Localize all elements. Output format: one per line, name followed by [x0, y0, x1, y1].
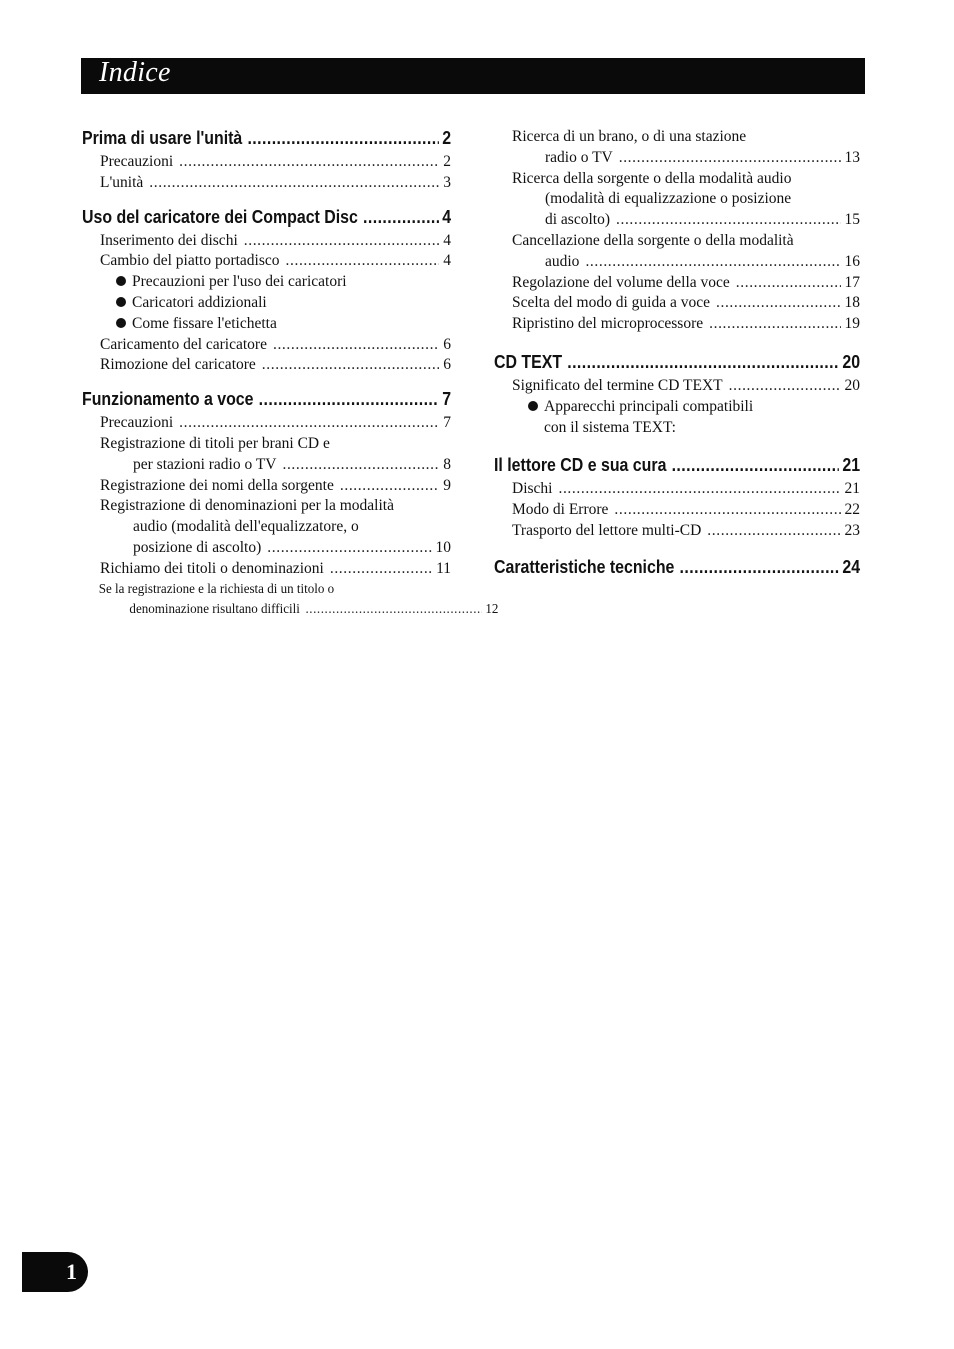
- entry-page: 15: [844, 211, 860, 229]
- toc-entry[interactable]: [82, 413, 451, 434]
- entry-text: radio o TV: [545, 148, 613, 166]
- section-page: 24: [842, 555, 861, 577]
- entry-page: 4: [443, 231, 451, 249]
- bullet-icon: [116, 276, 126, 286]
- section-title: Uso del caricatore dei Compact Disc: [82, 205, 358, 227]
- entry-text: Rimozione del caricatore: [100, 356, 256, 374]
- leader-dots: [262, 355, 439, 376]
- entry-text: Precauzioni: [100, 153, 174, 170]
- section-title: CD TEXT: [494, 350, 563, 372]
- section-page: 4: [442, 205, 452, 227]
- entry-text: Ricerca della sorgente o della modalità audio: [512, 169, 792, 187]
- leader-dots: [558, 479, 840, 500]
- entry-text: per stazioni radio o TV: [133, 455, 277, 473]
- leader-dots: [736, 273, 841, 294]
- entry-page: 10: [435, 538, 451, 556]
- entry-text: L'unità: [100, 173, 144, 191]
- leader-dots: [305, 600, 481, 621]
- toc-entry[interactable]: [82, 600, 498, 621]
- toc-entry-line: [494, 127, 860, 148]
- leader-dots: [340, 476, 439, 497]
- toc-section: [494, 350, 860, 438]
- entry-text: Registrazione di titoli per brani CD e: [100, 434, 330, 452]
- toc-bullet-item: [82, 314, 451, 335]
- section-title: Funzionamento a voce: [82, 388, 254, 410]
- section-page: 2: [442, 127, 452, 148]
- leader-dots: [179, 152, 439, 173]
- leader-dots: [619, 148, 841, 169]
- leader-dots: [567, 350, 839, 374]
- section-page: 21: [842, 454, 861, 476]
- entry-page: 8: [443, 455, 451, 473]
- leader-dots: [267, 538, 431, 559]
- toc-section: [82, 387, 499, 621]
- toc-section: [82, 126, 451, 194]
- bullet-text: con il sistema TEXT:: [544, 418, 676, 436]
- toc-entry[interactable]: [82, 455, 451, 476]
- toc-entry[interactable]: [494, 252, 860, 273]
- leader-dots: [707, 521, 840, 542]
- toc-entry[interactable]: [494, 293, 860, 314]
- entry-text: Inserimento dei dischi: [100, 231, 238, 249]
- leader-dots: [616, 210, 841, 231]
- toc-entry-line: [82, 580, 468, 601]
- toc-entry[interactable]: [494, 500, 860, 521]
- toc-entry-line: [494, 169, 860, 190]
- page-number-tab: [22, 1252, 88, 1292]
- entry-text: Registrazione dei nomi della sorgente: [100, 476, 334, 494]
- bullet-text: Come fissare l'etichetta: [132, 314, 277, 332]
- entry-page: 11: [436, 559, 451, 577]
- bullet-text: Precauzioni per l'uso dei caricatori: [132, 273, 347, 291]
- leader-dots: [179, 413, 439, 434]
- toc-bullet-item: [494, 418, 860, 439]
- leader-dots: [286, 251, 440, 272]
- toc-entry[interactable]: [494, 273, 860, 294]
- toc-entry[interactable]: [494, 148, 860, 169]
- entry-page: 6: [443, 356, 451, 374]
- section-page: 20: [842, 350, 861, 372]
- leader-dots: [244, 231, 440, 252]
- toc-section-heading[interactable]: [82, 205, 451, 231]
- toc-entry[interactable]: [494, 479, 860, 500]
- leader-dots: [585, 252, 840, 273]
- entry-page: 18: [844, 294, 860, 312]
- entry-text: Regolazione del volume della voce: [512, 273, 730, 291]
- bullet-text: Apparecchi principali compatibili: [544, 397, 754, 415]
- page-title: Indice: [99, 57, 171, 88]
- leader-dots: [680, 555, 839, 579]
- title-bar: [81, 58, 865, 94]
- toc-entry[interactable]: [82, 152, 451, 173]
- leader-dots: [716, 293, 841, 314]
- leader-dots: [282, 455, 439, 476]
- entry-text: Cambio del piatto portadisco: [100, 252, 280, 270]
- toc-entry-line: [494, 231, 860, 252]
- toc-entry-line: [494, 189, 860, 210]
- toc-entry[interactable]: [82, 559, 451, 580]
- entry-text: Modo di Errore: [512, 501, 609, 519]
- entry-page: 19: [844, 315, 860, 333]
- entry-page: 20: [844, 376, 860, 394]
- leader-dots: [729, 376, 841, 397]
- toc-section: [494, 453, 860, 541]
- toc-section: [494, 127, 860, 335]
- entry-text: Precauzioni: [100, 414, 174, 432]
- leader-dots: [330, 559, 432, 580]
- entry-page: 12: [485, 602, 499, 618]
- section-title: Il lettore CD e sua cura: [494, 454, 667, 476]
- toc-entry-line: [82, 517, 451, 538]
- leader-dots: [363, 205, 439, 229]
- entry-text: denominazione risultano difficili: [129, 602, 300, 618]
- toc-entry[interactable]: [82, 538, 451, 559]
- toc-entry[interactable]: [494, 314, 860, 335]
- toc-entry-line: [82, 496, 451, 517]
- entry-page: 6: [443, 335, 451, 353]
- page-number: 1: [66, 1259, 77, 1284]
- leader-dots: [672, 453, 839, 477]
- toc-entry-line: [82, 434, 451, 455]
- toc-entry[interactable]: [82, 355, 451, 376]
- leader-dots: [259, 387, 439, 411]
- toc-section-heading[interactable]: [494, 453, 860, 479]
- bullet-icon: [116, 318, 126, 328]
- entry-text: posizione di ascolto): [133, 538, 262, 556]
- toc-entry[interactable]: [494, 210, 860, 231]
- entry-text: Ripristino del microprocessore: [512, 315, 704, 333]
- entry-text: (modalità di equalizzazione o posizione: [545, 190, 792, 208]
- entry-text: audio: [545, 252, 580, 270]
- toc-entry[interactable]: [494, 376, 860, 397]
- toc-section-heading[interactable]: [82, 126, 451, 152]
- leader-dots: [273, 335, 439, 356]
- entry-text: Trasporto del lettore multi-CD: [512, 521, 702, 539]
- entry-page: 22: [844, 501, 860, 519]
- entry-page: 23: [844, 521, 860, 539]
- toc-bullet-item: [494, 397, 860, 418]
- entry-page: 21: [844, 480, 860, 498]
- toc-section: [494, 555, 860, 581]
- entry-page: 2: [443, 153, 451, 170]
- section-title: Prima di usare l'unità: [82, 127, 243, 148]
- section-title: Caratteristiche tecniche: [494, 555, 675, 577]
- toc-bullet-item: [82, 272, 451, 293]
- section-page: 7: [442, 388, 452, 410]
- leader-dots: [247, 126, 438, 150]
- entry-page: 7: [443, 414, 451, 432]
- bullet-icon: [116, 297, 126, 307]
- entry-text: Ricerca di un brano, o di una stazione: [512, 128, 747, 145]
- entry-text: audio (modalità dell'equalizzatore, o: [133, 518, 359, 536]
- bullet-text: Caricatori addizionali: [132, 293, 267, 311]
- toc-section-heading[interactable]: [494, 555, 860, 581]
- toc-entry[interactable]: [82, 251, 451, 272]
- entry-page: 16: [844, 252, 860, 270]
- toc-left-column: [82, 126, 499, 621]
- entry-text: Significato del termine CD TEXT: [512, 376, 723, 394]
- toc-right-column: [494, 126, 860, 581]
- entry-page: 9: [443, 476, 451, 494]
- entry-text: Richiamo dei titoli o denominazioni: [100, 559, 324, 577]
- toc-section-heading[interactable]: [82, 387, 451, 413]
- entry-text: Caricamento del caricatore: [100, 335, 267, 353]
- entry-text: Dischi: [512, 480, 553, 498]
- leader-dots: [149, 173, 439, 194]
- bullet-icon: [528, 401, 538, 411]
- toc-entry[interactable]: [82, 335, 451, 356]
- leader-dots: [614, 500, 840, 521]
- toc-entry[interactable]: [82, 476, 451, 497]
- toc-bullet-item: [82, 293, 451, 314]
- toc-section: [82, 205, 451, 377]
- entry-text: Scelta del modo di guida a voce: [512, 294, 710, 312]
- entry-text: di ascolto): [545, 211, 610, 229]
- toc-entry[interactable]: [82, 173, 451, 194]
- toc-section-heading[interactable]: [494, 350, 860, 376]
- toc-entry[interactable]: [494, 521, 860, 542]
- entry-text: Se la registrazione e la richiesta di un titolo o: [98, 581, 335, 597]
- leader-dots: [709, 314, 840, 335]
- entry-page: 4: [443, 252, 451, 270]
- entry-page: 13: [844, 148, 860, 166]
- entry-text: Cancellazione della sorgente o della modalità: [512, 231, 794, 249]
- entry-text: Registrazione di denominazioni per la modalità: [100, 497, 394, 515]
- entry-page: 3: [443, 173, 451, 191]
- entry-page: 17: [844, 273, 860, 291]
- toc-entry[interactable]: [82, 231, 451, 252]
